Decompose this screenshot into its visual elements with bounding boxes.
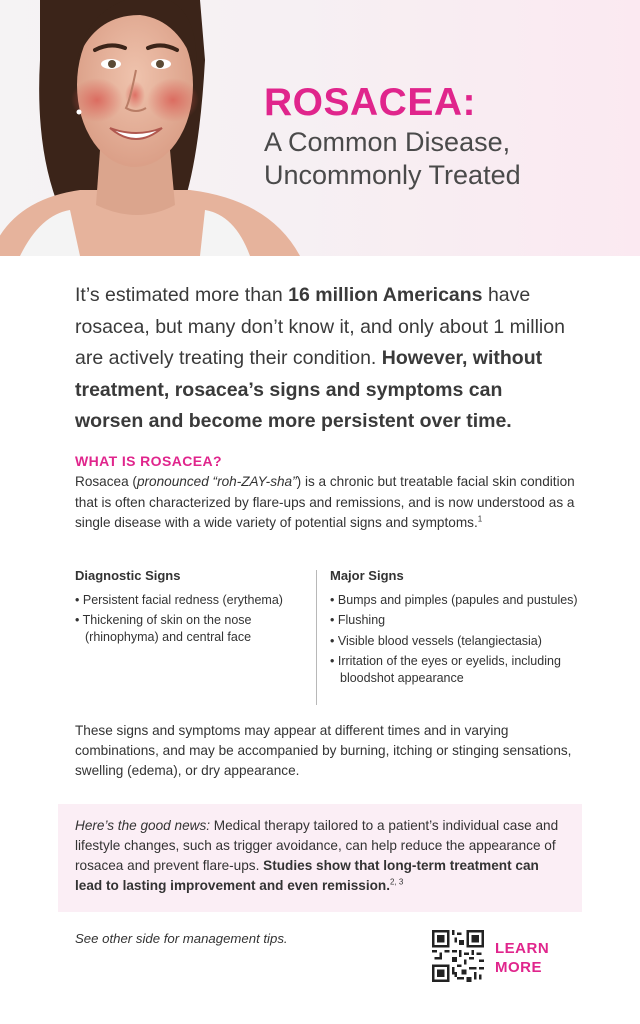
definition-text-1: Rosacea ( <box>75 474 137 489</box>
see-other-side-note: See other side for management tips. <box>75 931 288 946</box>
learn-more-line-1: LEARN <box>495 940 550 957</box>
page-title: ROSACEA: <box>264 81 477 124</box>
good-news-bold: Studies show that long-term treatment can lead to lasting improvement and even remission. <box>75 858 539 893</box>
list-item: • Persistent facial redness (erythema) <box>75 592 307 609</box>
intro-text-1: It’s estimated more than <box>75 284 289 306</box>
good-news-body: Medical therapy tailored to a patient’s individual case and lifestyle changes, such as trigger avoidance, can help reduce the appearance of rosacea and prevent flare-ups. <box>75 818 559 873</box>
list-item: • Bumps and pimples (papules and pustules) <box>330 592 580 609</box>
diagnostic-signs-column <box>75 568 307 649</box>
list-item: • Visible blood vessels (telangiectasia) <box>330 633 580 650</box>
definition-paragraph <box>75 472 575 534</box>
header-banner <box>0 0 640 256</box>
qr-code-icon[interactable] <box>432 930 484 982</box>
woman-portrait-image <box>0 0 300 256</box>
good-news-lead: Here’s the good news: <box>75 818 211 833</box>
major-signs-list <box>330 592 580 687</box>
reference-2-3: 2, 3 <box>390 877 404 887</box>
diagnostic-signs-heading: Diagnostic Signs <box>75 568 181 583</box>
intro-bold-2: However, without treatment, rosacea’s signs and symptoms can worsen and become more persistent over time. <box>75 347 543 432</box>
intro-text-2: have rosacea, but many don’t know it, and only about 1 million are actively treating their condition. <box>75 284 565 369</box>
major-signs-column <box>330 568 580 690</box>
list-item: • Thickening of skin on the nose (rhinophyma) and central face <box>75 612 307 645</box>
intro-bold-1: 16 million Americans <box>288 284 483 306</box>
column-divider <box>316 570 317 705</box>
reference-1: 1 <box>477 514 483 524</box>
list-item: • Flushing <box>330 612 580 629</box>
diagnostic-signs-list <box>75 592 307 646</box>
title-block <box>264 82 624 192</box>
good-news-text <box>75 816 567 896</box>
intro-paragraph <box>75 280 575 438</box>
what-is-rosacea-heading: WHAT IS ROSACEA? <box>75 453 222 469</box>
list-item: • Irritation of the eyes or eyelids, including bloodshot appearance <box>330 653 580 686</box>
symptoms-paragraph: These signs and symptoms may appear at different times and in varying combinations, and may be accompanied by burning, itching or stinging sensations, swelling (edema), or dry appearance. <box>75 723 572 778</box>
learn-more-line-2: MORE <box>495 959 542 976</box>
major-signs-heading: Major Signs <box>330 568 404 583</box>
learn-more-link[interactable] <box>495 939 549 977</box>
page-subtitle-line-1: A Common Disease, <box>264 127 511 157</box>
page-subtitle-line-2: Uncommonly Treated <box>264 160 521 190</box>
good-news-callout <box>58 804 582 912</box>
definition-text-2: ) is a chronic but treatable facial skin condition that is often characterized by flare-ups and remissions, and is now understood as a single disease with a wide variety of potential signs and symptoms. <box>75 474 575 530</box>
pronunciation: pronounced “roh-ZAY-sha” <box>136 474 297 489</box>
